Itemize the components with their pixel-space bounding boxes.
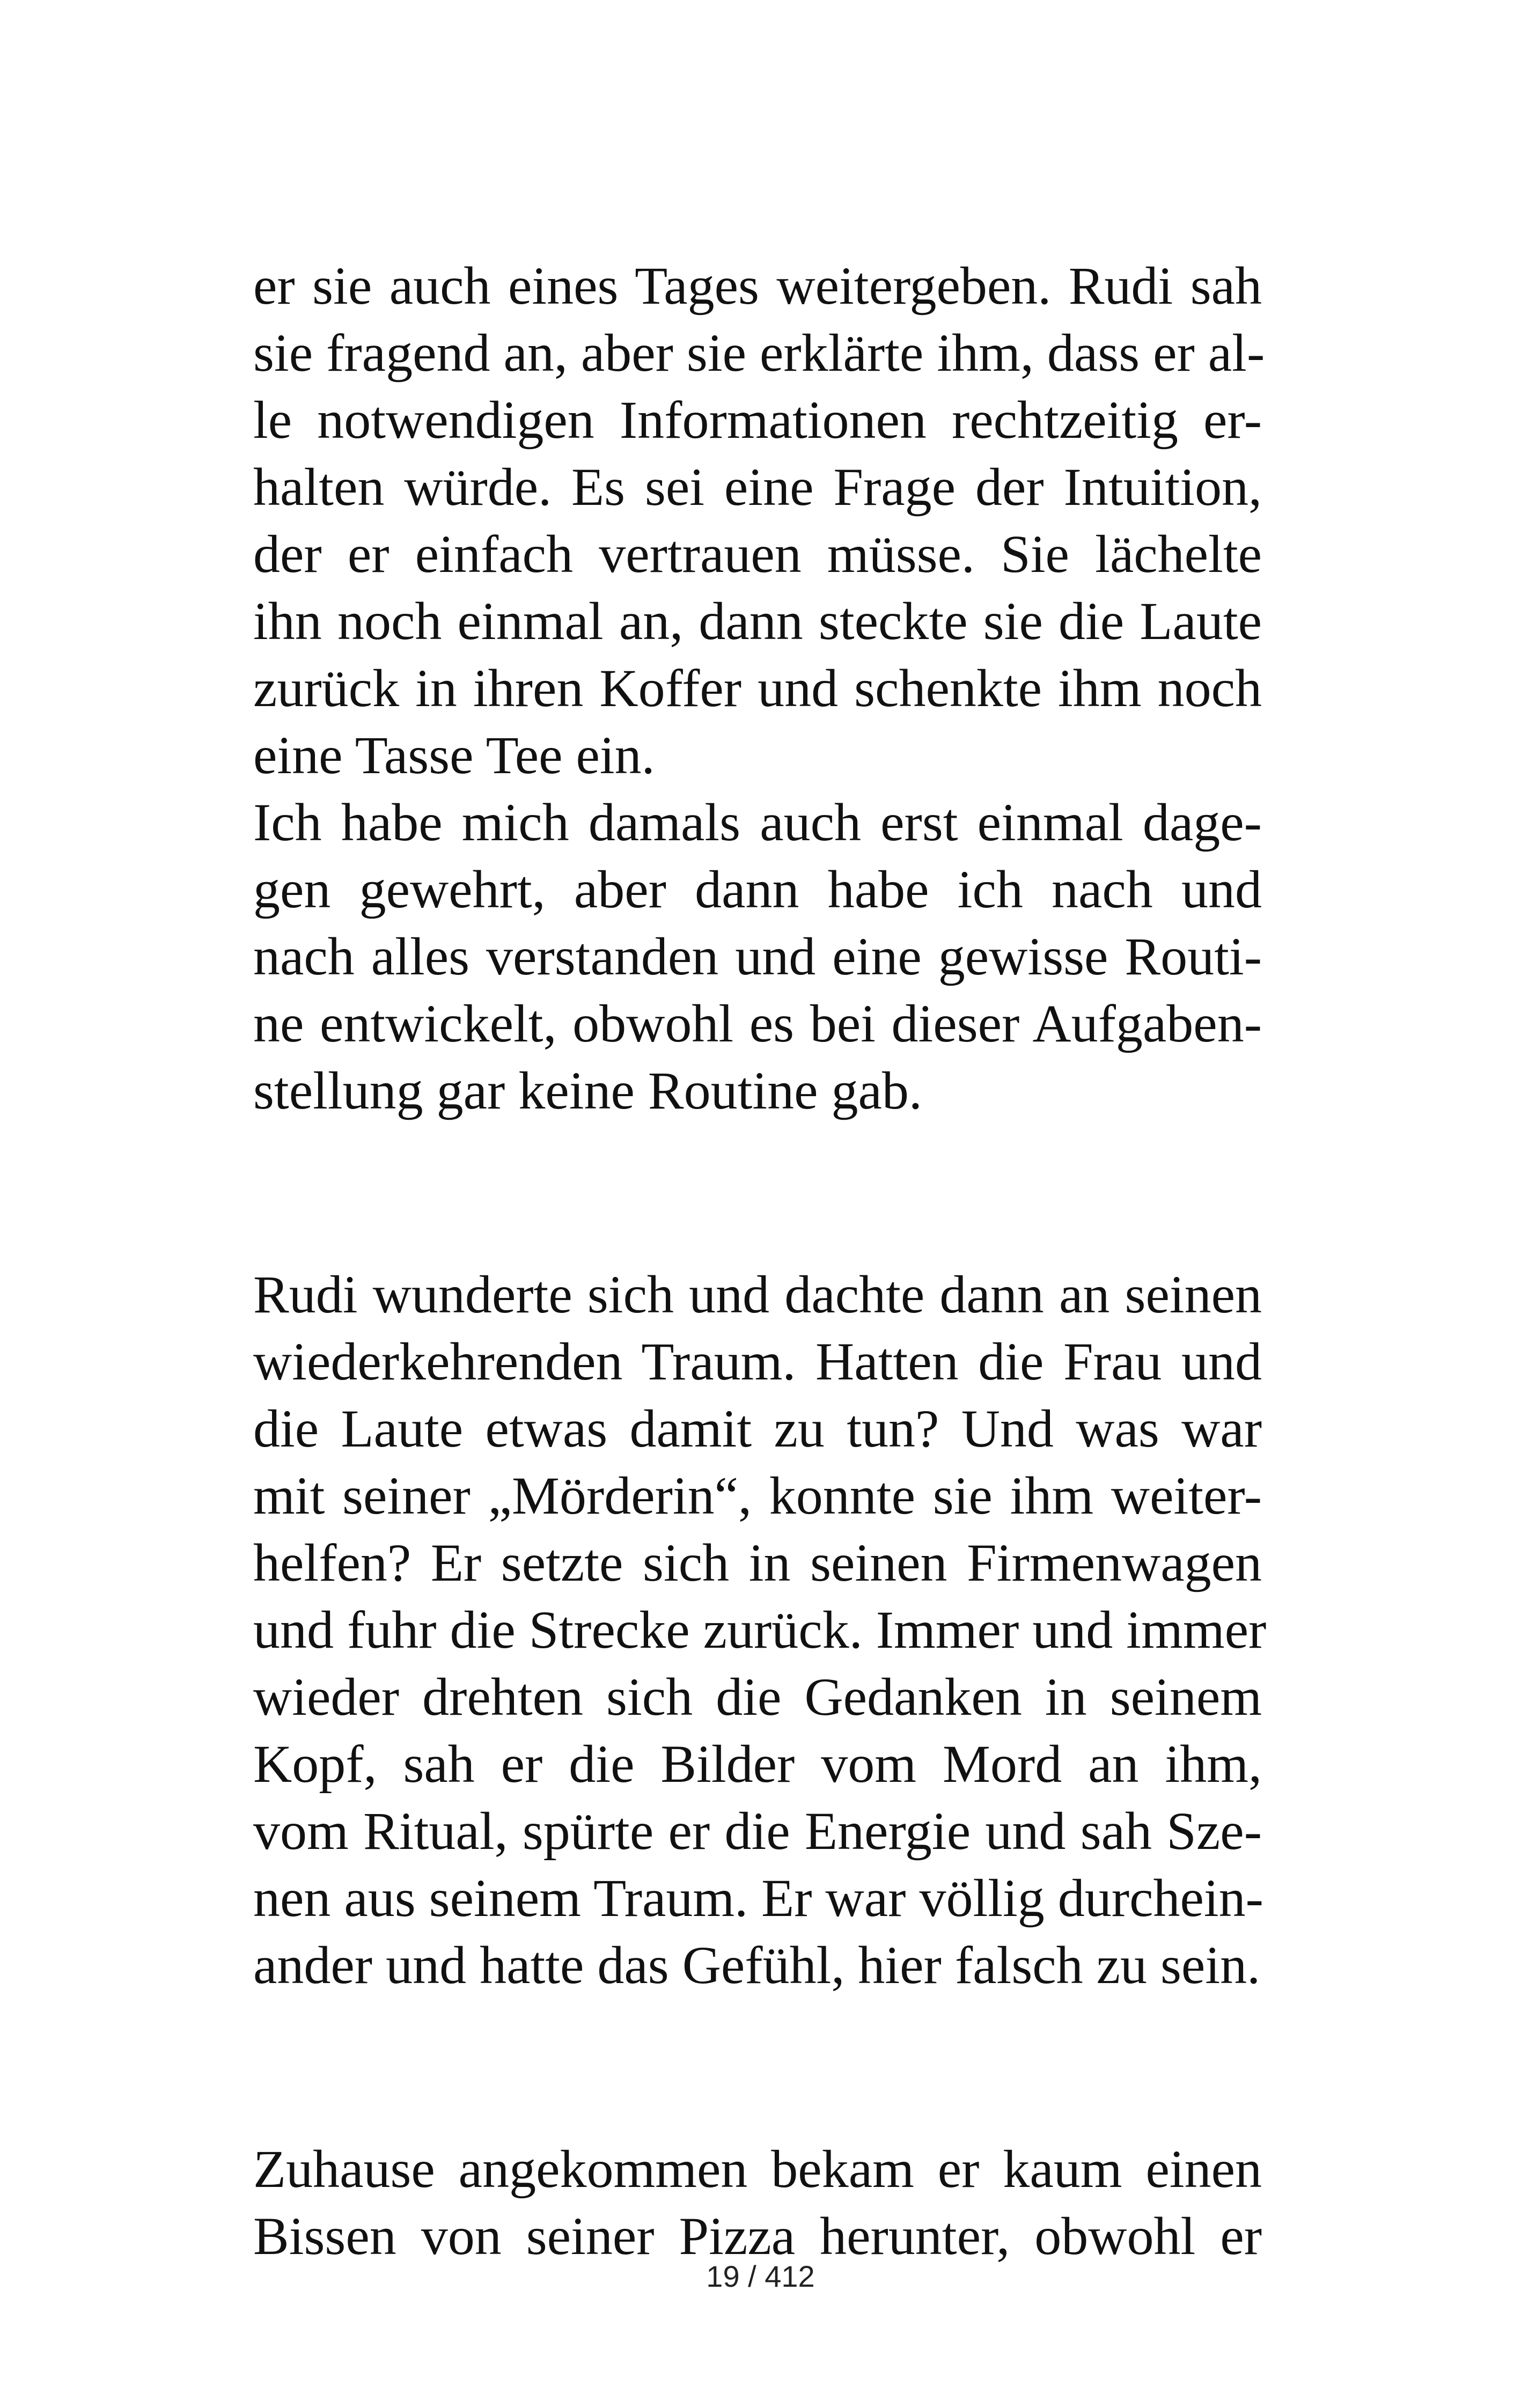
text-line: nen aus seinem Traum. Er war völlig durchein- <box>253 1868 1263 1928</box>
text-line: ne entwickelt, obwohl es bei dieser Aufgaben- <box>253 994 1262 1053</box>
text-line: eine Tasse Tee ein. <box>253 725 655 785</box>
text-line: le notwendigen Informationen rechtzeitig er- <box>253 390 1262 450</box>
text-line: sie fragend an, aber sie erklärte ihm, dass er al- <box>253 323 1265 383</box>
paragraph-spacer <box>253 1999 1262 2135</box>
text-line: halten würde. Es sei eine Frage der Intuition, <box>253 457 1262 517</box>
text-line: ihn noch einmal an, dann steckte sie die Laute <box>253 591 1262 651</box>
text-line: vom Ritual, spürte er die Energie und sah Sze- <box>253 1801 1262 1861</box>
text-line: stellung gar keine Routine gab. <box>253 1061 922 1120</box>
paragraph <box>253 1261 1267 1999</box>
page-number: 19 / 412 <box>706 2259 815 2293</box>
text-line: mit seiner „Mörderin“, konnte sie ihm weiter- <box>253 1466 1262 1525</box>
text-line: wiederkehrenden Traum. Hatten die Frau und <box>253 1332 1262 1391</box>
page-body <box>253 252 1267 2270</box>
paragraph <box>253 252 1265 789</box>
text-line: Rudi wunderte sich und dachte dann an seinen <box>253 1265 1262 1324</box>
text-line: Zuhause angekommen bekam er kaum einen <box>253 2139 1262 2199</box>
text-line: Kopf, sah er die Bilder vom Mord an ihm, <box>253 1734 1262 1794</box>
text-line: die Laute etwas damit zu tun? Und was war <box>253 1399 1262 1458</box>
text-line: wieder drehten sich die Gedanken in seinem <box>253 1667 1262 1727</box>
text-line: helfen? Er setzte sich in seinen Firmenwagen <box>253 1533 1262 1592</box>
text-line: gen gewehrt, aber dann habe ich nach und <box>253 860 1262 919</box>
text-line: Bissen von seiner Pizza herunter, obwohl er <box>253 2206 1262 2266</box>
text-line: ander und hatte das Gefühl, hier falsch zu sein. <box>253 1935 1261 1995</box>
text-line: nach alles verstanden und eine gewisse Routi- <box>253 927 1262 986</box>
paragraph <box>253 789 1262 1124</box>
text-line: der er einfach vertrauen müsse. Sie lächelte <box>253 524 1262 584</box>
paragraph <box>253 2135 1262 2270</box>
text-line: er sie auch eines Tages weitergeben. Rudi sah <box>253 256 1262 315</box>
text-line: zurück in ihren Koffer und schenkte ihm noch <box>253 658 1262 718</box>
text-line: Ich habe mich damals auch erst einmal dage- <box>253 792 1262 852</box>
paragraph-spacer <box>253 1124 1262 1261</box>
text-line: und fuhr die Strecke zurück. Immer und immer <box>253 1600 1267 1660</box>
